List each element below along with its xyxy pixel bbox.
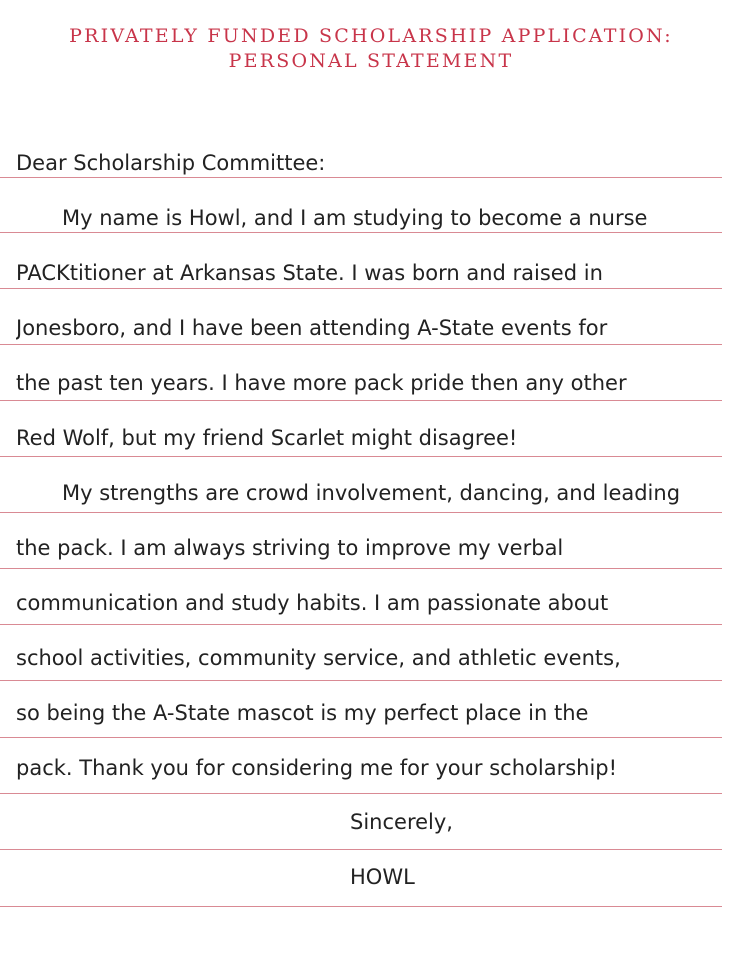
ruled-line bbox=[0, 624, 722, 625]
ruled-line bbox=[0, 906, 722, 907]
body-line: school activities, community service, and athletic events, bbox=[16, 646, 621, 670]
closing: Sincerely, bbox=[350, 810, 453, 834]
ruled-line bbox=[0, 793, 722, 794]
ruled-line bbox=[0, 400, 722, 401]
ruled-line bbox=[0, 232, 722, 233]
signature: HOWL bbox=[350, 865, 415, 889]
body-line: Red Wolf, but my friend Scarlet might disagree! bbox=[16, 426, 518, 450]
salutation: Dear Scholarship Committee: bbox=[16, 151, 326, 175]
ruled-line bbox=[0, 177, 722, 178]
body-line: Jonesboro, and I have been attending A-State events for bbox=[16, 316, 608, 340]
ruled-line bbox=[0, 344, 722, 345]
heading-line-1: PRIVATELY FUNDED SCHOLARSHIP APPLICATION: bbox=[69, 25, 673, 47]
body-line: PACKtitioner at Arkansas State. I was born and raised in bbox=[16, 261, 603, 285]
body-line: the past ten years. I have more pack pride then any other bbox=[16, 371, 627, 395]
heading-line-2: PERSONAL STATEMENT bbox=[228, 50, 514, 72]
ruled-line bbox=[0, 456, 722, 457]
body-line: pack. Thank you for considering me for your scholarship! bbox=[16, 756, 618, 780]
body-line: My strengths are crowd involvement, dancing, and leading bbox=[62, 481, 681, 505]
ruled-line bbox=[0, 568, 722, 569]
body-line: so being the A-State mascot is my perfect place in the bbox=[16, 701, 589, 725]
body-line: communication and study habits. I am passionate about bbox=[16, 591, 609, 615]
body-line: the pack. I am always striving to improve my verbal bbox=[16, 536, 564, 560]
body-line: My name is Howl, and I am studying to become a nurse bbox=[62, 206, 648, 230]
ruled-line bbox=[0, 680, 722, 681]
ruled-line bbox=[0, 737, 722, 738]
ruled-line bbox=[0, 288, 722, 289]
letter-heading bbox=[0, 24, 742, 74]
ruled-line bbox=[0, 512, 722, 513]
ruled-line bbox=[0, 849, 722, 850]
